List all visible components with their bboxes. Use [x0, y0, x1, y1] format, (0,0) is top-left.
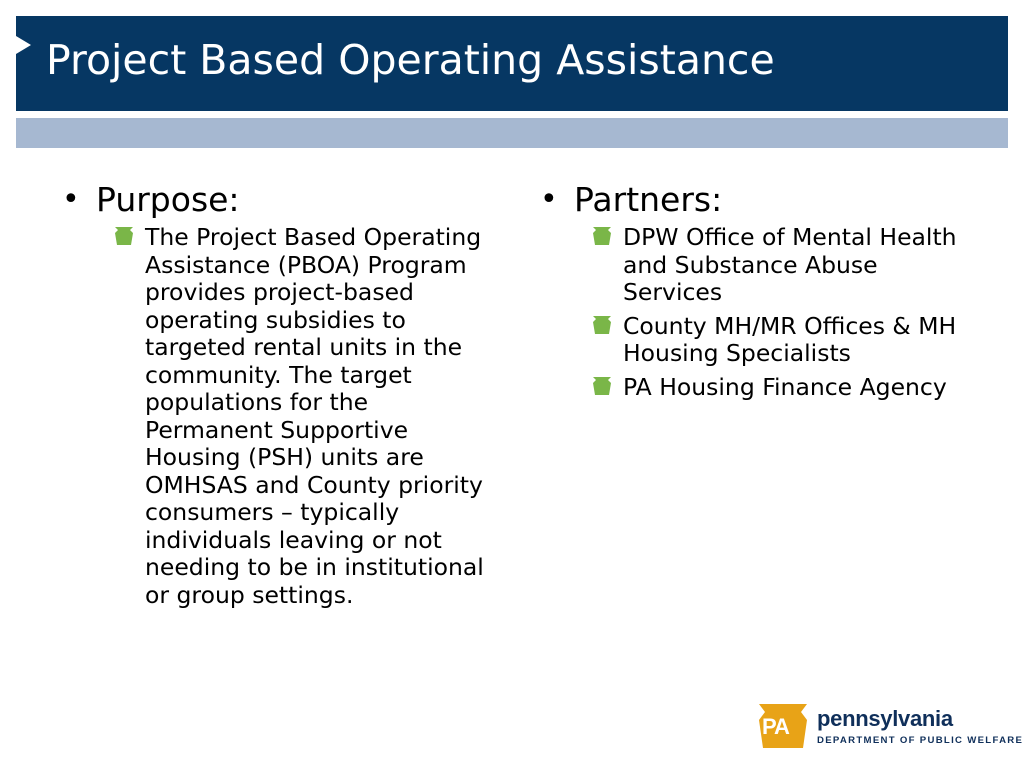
- purpose-heading-row: [62, 176, 502, 224]
- pennsylvania-dpw-logo: [757, 702, 1024, 750]
- partners-column: [540, 176, 980, 407]
- partners-heading: Partners:: [574, 180, 723, 219]
- title-underline-bar: [16, 118, 1008, 148]
- slide-title: Project Based Operating Assistance: [46, 36, 775, 84]
- partners-list: [540, 224, 980, 401]
- partner-text: PA Housing Finance Agency: [623, 372, 947, 401]
- logo-department: DEPARTMENT OF PUBLIC WELFARE: [817, 735, 1024, 746]
- bullet-dot-icon: •: [540, 182, 558, 217]
- keystone-icon: [592, 376, 612, 396]
- purpose-list: [62, 224, 502, 609]
- partner-list-item: [592, 313, 980, 368]
- partner-text: County MH/MR Offices & MH Housing Specialists: [623, 311, 957, 367]
- logo-mark-text: PA: [762, 714, 789, 739]
- partner-text: DPW Office of Mental Health and Substance Abuse Services: [623, 223, 957, 306]
- triangle-arrow-icon: [16, 36, 31, 54]
- keystone-icon: [592, 315, 612, 335]
- keystone-icon: [592, 226, 612, 246]
- partner-list-item: [592, 224, 980, 307]
- bullet-dot-icon: •: [62, 182, 80, 217]
- purpose-column: [62, 176, 502, 615]
- logo-state-name: pennsylvania: [817, 706, 953, 731]
- purpose-list-item: [114, 224, 502, 609]
- keystone-icon: [114, 226, 134, 246]
- partners-heading-row: [540, 176, 980, 224]
- partner-list-item: [592, 374, 980, 402]
- purpose-heading: Purpose:: [96, 180, 240, 219]
- purpose-text: The Project Based Operating Assistance (PBOA) Program provides project-based operating subsidies to targeted rental units in the community. The target populations for the Permanent Supportive Housing (PSH) units are OMHSAS and County priority consumers – typically individuals leaving or not needing to be in institutional or group settings.: [145, 223, 484, 609]
